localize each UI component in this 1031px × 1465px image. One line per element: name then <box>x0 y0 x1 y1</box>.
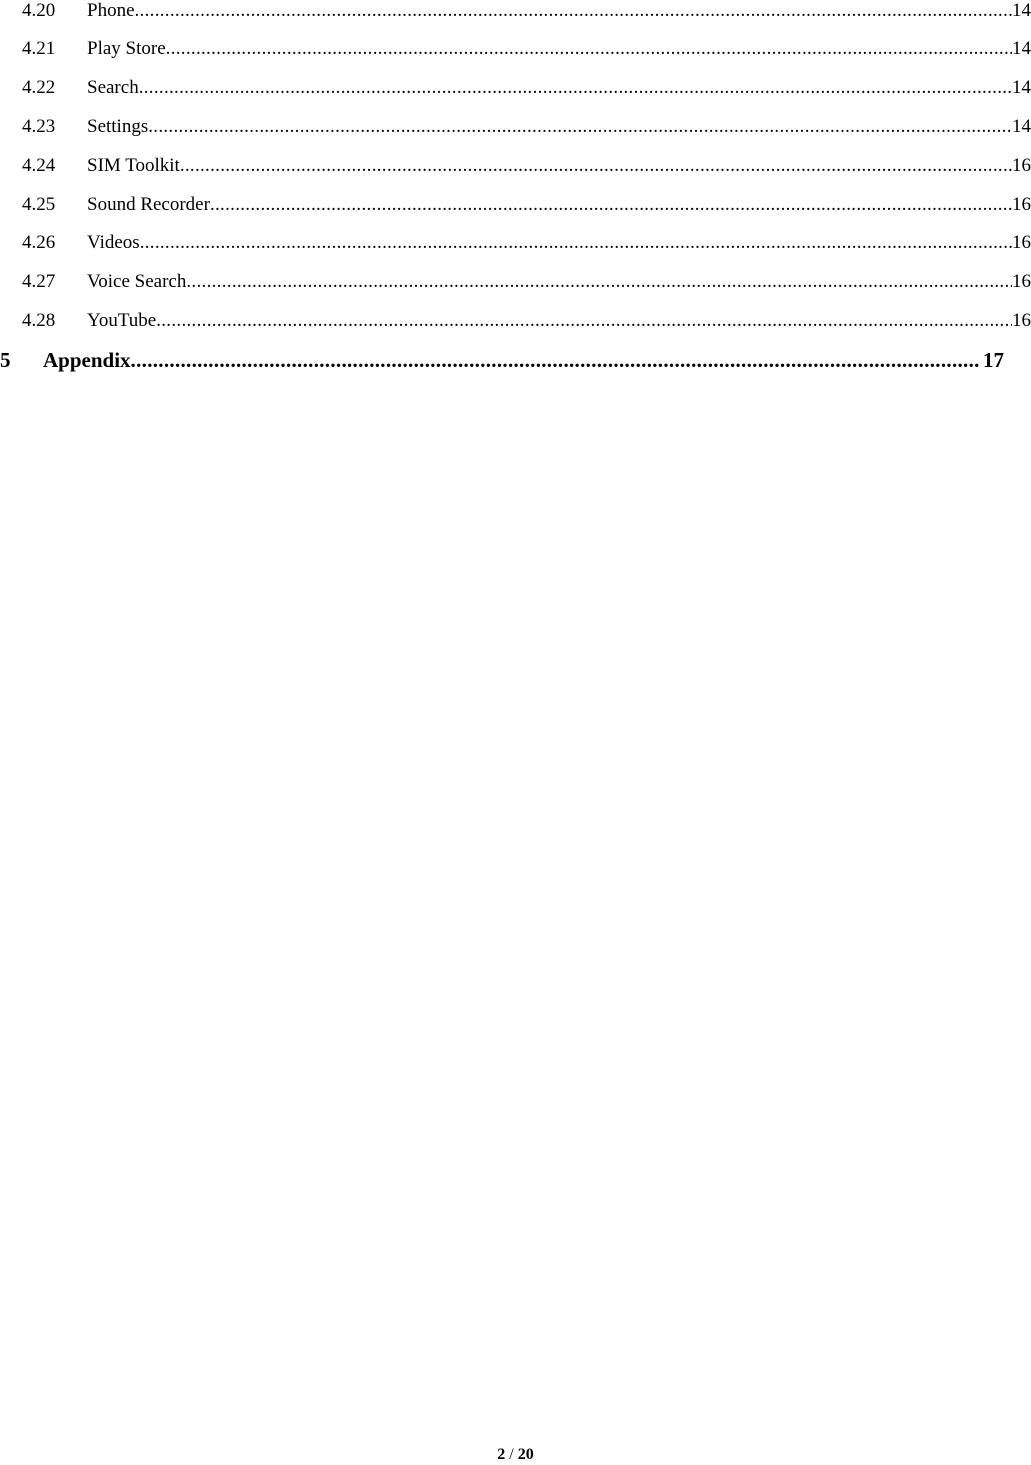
dot-leader <box>210 194 1012 216</box>
toc-entry-page: 16 <box>1012 271 1031 292</box>
dot-leader <box>156 310 1012 332</box>
toc-entry-number: 4.26 <box>22 232 56 253</box>
toc-entry-label: Play Store <box>87 38 166 59</box>
toc-entry-number: 4.24 <box>22 155 56 176</box>
current-page-number: 2 <box>497 1446 506 1463</box>
toc-entry-settings[interactable] <box>0 110 1031 138</box>
toc-entry-label: YouTube <box>87 310 157 331</box>
toc-entry-page: 14 <box>1012 77 1031 98</box>
toc-entry-voice-search[interactable] <box>0 265 1031 293</box>
toc-entry-play-store[interactable] <box>0 32 1031 60</box>
toc-entry-number: 4.27 <box>22 271 56 292</box>
toc-entry-label: Search <box>87 77 139 98</box>
dot-leader <box>135 0 1013 22</box>
toc-entry-youtube[interactable] <box>0 304 1031 332</box>
toc-entry-label: Phone <box>87 0 135 21</box>
toc-entry-label: Voice Search <box>87 271 187 292</box>
toc-section-appendix[interactable] <box>0 343 1004 373</box>
toc-entry-phone[interactable] <box>0 0 1031 22</box>
toc-entry-label: Videos <box>87 232 140 253</box>
toc-entry-number: 4.28 <box>22 310 56 331</box>
dot-leader <box>180 155 1012 177</box>
dot-leader <box>148 116 1012 138</box>
toc-entry-number: 4.21 <box>22 38 56 59</box>
toc-entry-label: Settings <box>87 116 149 137</box>
toc-entry-page: 16 <box>1012 194 1031 215</box>
toc-entry-page: 16 <box>1012 310 1031 331</box>
toc-section-page: 17 <box>983 348 1004 372</box>
dot-leader <box>166 38 1012 60</box>
toc-entry-number: 4.23 <box>22 116 56 137</box>
toc-entry-sim-toolkit[interactable] <box>0 149 1031 177</box>
toc-entry-number: 4.22 <box>22 77 56 98</box>
toc-entry-page: 16 <box>1012 155 1031 176</box>
toc-entry-number: 4.25 <box>22 194 56 215</box>
toc-entry-label: Sound Recorder <box>87 194 210 215</box>
dot-leader <box>139 77 1012 99</box>
toc-section-label: Appendix <box>43 348 131 372</box>
toc-entry-page: 14 <box>1012 116 1031 137</box>
page-separator: / <box>505 1446 518 1463</box>
toc-entry-page: 14 <box>1012 0 1031 21</box>
dot-leader <box>131 348 979 373</box>
toc-entry-number: 4.20 <box>22 0 56 21</box>
toc-entry-label: SIM Toolkit <box>87 155 180 176</box>
toc-entry-sound-recorder[interactable] <box>0 188 1031 216</box>
dot-leader <box>140 232 1012 254</box>
toc-entry-videos[interactable] <box>0 226 1031 254</box>
toc-section-number: 5 <box>0 348 11 372</box>
toc-entry-page: 14 <box>1012 38 1031 59</box>
toc-entry-search[interactable] <box>0 71 1031 99</box>
toc-entry-page: 16 <box>1012 232 1031 253</box>
page-footer <box>0 1446 1031 1464</box>
dot-leader <box>186 271 1012 293</box>
total-pages: 20 <box>517 1446 534 1463</box>
